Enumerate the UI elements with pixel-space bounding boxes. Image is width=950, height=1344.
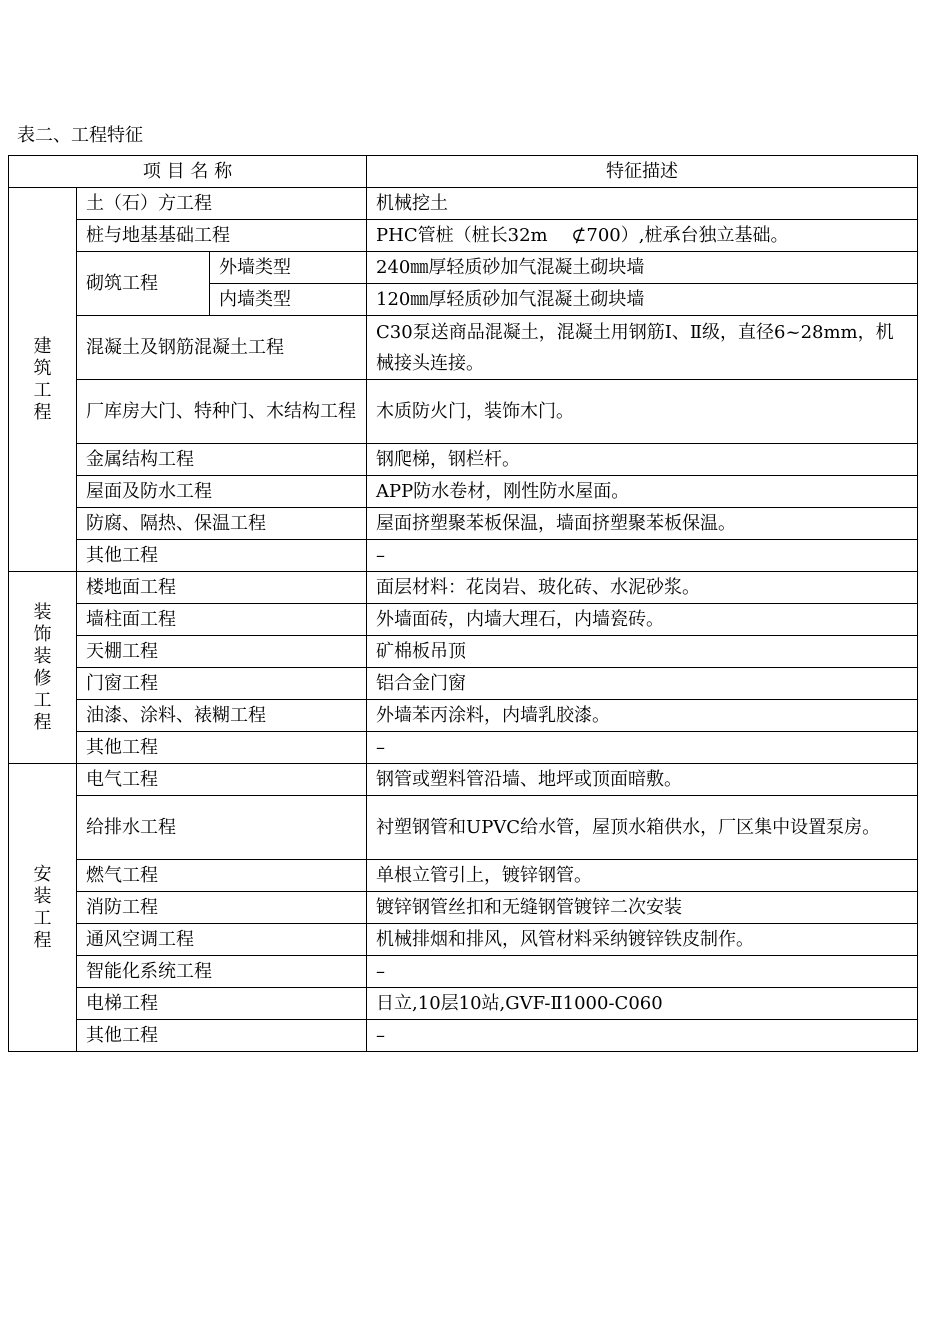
item-desc: 机械挖土 [367,188,918,220]
table-row [9,220,918,252]
item-desc: 衬塑钢管和UPVC给水管，屋顶水箱供水，厂区集中设置泵房。 [367,796,918,860]
item-desc: 钢爬梯，钢栏杆。 [367,444,918,476]
item-desc: 外墙苯丙涂料，内墙乳胶漆。 [367,700,918,732]
table-row [9,604,918,636]
group-label-text: 安装工程 [33,863,52,951]
item-desc: 120㎜厚轻质砂加气混凝土砌块墙 [367,284,918,316]
item-name: 桩与地基基础工程 [77,220,367,252]
item-desc: APP防水卷材，刚性防水屋面。 [367,476,918,508]
item-desc: 机械排烟和排风，风管材料采纳镀锌铁皮制作。 [367,924,918,956]
table-row [9,252,918,284]
table-row [9,316,918,380]
item-name: 门窗工程 [77,668,367,700]
item-desc: – [367,540,918,572]
header-feature: 特征描述 [367,156,918,188]
item-desc: 木质防火门，装饰木门。 [367,380,918,444]
item-name: 金属结构工程 [77,444,367,476]
table-row [9,860,918,892]
item-name: 电气工程 [77,764,367,796]
table-row [9,668,918,700]
group-label-building [9,188,77,572]
group-label-installation [9,764,77,1052]
group-label-decoration [9,572,77,764]
item-name: 屋面及防水工程 [77,476,367,508]
item-desc: – [367,732,918,764]
table-row [9,444,918,476]
item-desc: 矿棉板吊顶 [367,636,918,668]
table-row [9,796,918,860]
item-desc: 日立,10层10站,GVF-Ⅱ1000-C060 [367,988,918,1020]
table-row [9,732,918,764]
table-row [9,700,918,732]
table-row [9,508,918,540]
item-name: 给排水工程 [77,796,367,860]
item-name: 混凝土及钢筋混凝土工程 [77,316,367,380]
item-name: 电梯工程 [77,988,367,1020]
item-desc: PHC管桩（桩长32m ⊄700）,桩承台独立基础。 [367,220,918,252]
item-name: 消防工程 [77,892,367,924]
table-caption: 表二、工程特征 [17,125,143,146]
item-name: 燃气工程 [77,860,367,892]
table-row [9,956,918,988]
item-desc: 铝合金门窗 [367,668,918,700]
table-row [9,380,918,444]
item-name: 厂库房大门、特种门、木结构工程 [77,380,367,444]
table-row [9,988,918,1020]
item-subtype: 内墙类型 [210,284,367,316]
item-name: 油漆、涂料、裱糊工程 [77,700,367,732]
item-desc: 镀锌钢管丝扣和无缝钢管镀锌二次安装 [367,892,918,924]
item-name: 墙柱面工程 [77,604,367,636]
table-row [9,924,918,956]
table-header-row [9,156,918,188]
item-name: 防腐、隔热、保温工程 [77,508,367,540]
item-name: 其他工程 [77,540,367,572]
item-desc: 屋面挤塑聚苯板保温，墙面挤塑聚苯板保温。 [367,508,918,540]
item-name: 土（石）方工程 [77,188,367,220]
table-row [9,188,918,220]
table-row [9,636,918,668]
header-item-name: 项 目 名 称 [9,156,367,188]
item-desc: 240㎜厚轻质砂加气混凝土砌块墙 [367,252,918,284]
item-name: 砌筑工程 [77,252,210,316]
item-desc: 外墙面砖，内墙大理石，内墙瓷砖。 [367,604,918,636]
item-name: 天棚工程 [77,636,367,668]
table-row [9,476,918,508]
group-label-text: 建筑工程 [33,335,52,423]
item-name: 智能化系统工程 [77,956,367,988]
item-desc: 钢管或塑料管沿墙、地坪或顶面暗敷。 [367,764,918,796]
item-subtype: 外墙类型 [210,252,367,284]
table-row [9,764,918,796]
table-row [9,1020,918,1052]
item-desc: 单根立管引上，镀锌钢管。 [367,860,918,892]
item-name: 通风空调工程 [77,924,367,956]
item-desc: – [367,1020,918,1052]
item-desc: – [367,956,918,988]
table-row [9,892,918,924]
item-name: 其他工程 [77,732,367,764]
group-label-text: 装饰装修工程 [33,601,52,733]
item-desc: 面层材料：花岗岩、玻化砖、水泥砂浆。 [367,572,918,604]
item-name: 楼地面工程 [77,572,367,604]
project-features-table [8,155,918,1052]
table-row [9,540,918,572]
item-desc: C30泵送商品混凝土，混凝土用钢筋Ⅰ、Ⅱ级，直径6~28mm，机械接头连接。 [367,316,918,380]
item-name: 其他工程 [77,1020,367,1052]
table-row [9,572,918,604]
